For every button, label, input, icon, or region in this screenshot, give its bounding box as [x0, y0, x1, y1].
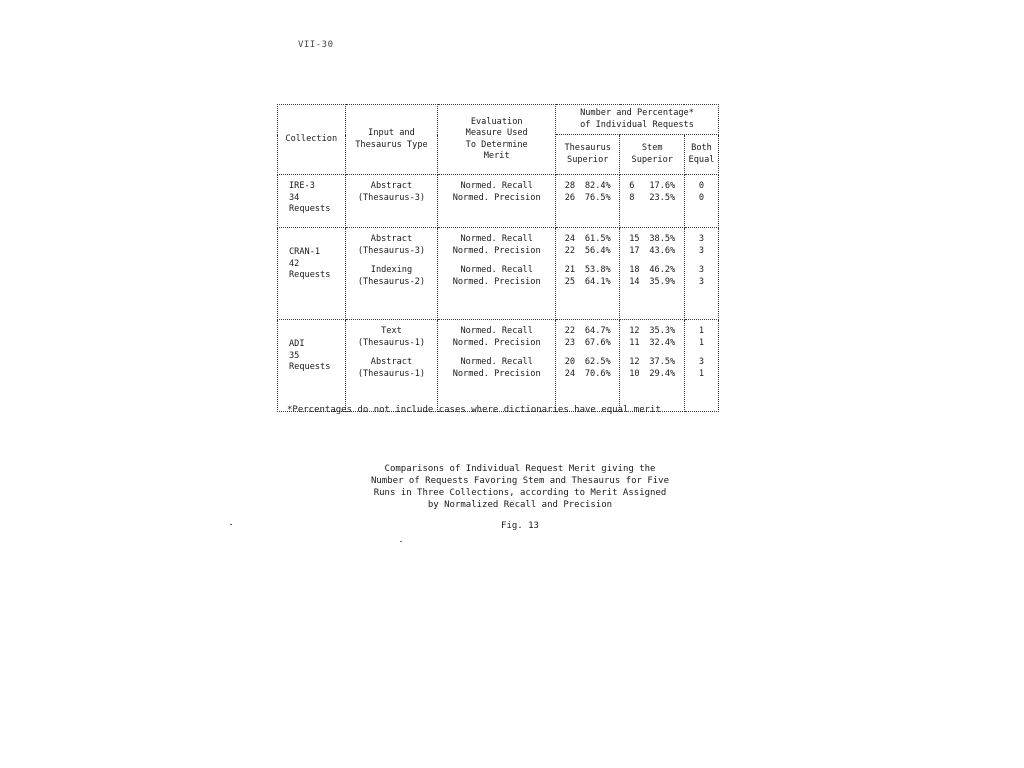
scan-speck [230, 524, 232, 525]
stem-superior-cell: 15 38.5% 17 43.6% 18 46.2% 14 35.9% [620, 228, 685, 320]
thesaurus-superior-cell: 24 61.5% 22 56.4% 21 53.8% 25 64.1% [555, 228, 620, 320]
collection-header: Collection [278, 105, 346, 175]
thesaurus-superior-cell: 28 82.4% 26 76.5% [555, 175, 620, 228]
collection-cell: ADI 35 Requests [278, 320, 346, 412]
measure-cell: Normed. Recall Normed. Precision [438, 175, 556, 228]
input-type-cell: Text (Thesaurus-1) Abstract (Thesaurus-1) [345, 320, 438, 412]
table-footnote: *Percentages do not include cases where dictionaries have equal merit [287, 405, 661, 415]
input-type-cell: Abstract (Thesaurus-3) Indexing (Thesaurus-2) [345, 228, 438, 320]
thesaurus-superior-cell: 22 64.7% 23 67.6% 20 62.5% 24 70.6% [555, 320, 620, 412]
input-type-header: Input and Thesaurus Type [345, 105, 438, 175]
figure-label: Fig. 13 [501, 521, 539, 531]
table-row [278, 175, 719, 228]
collection-cell: IRE-3 34 Requests [278, 175, 346, 228]
stem-superior-header: Stem Superior [620, 135, 685, 175]
table-row [278, 228, 719, 320]
page-number: VII-30 [298, 40, 334, 50]
number-percentage-header: Number and Percentage* of Individual Requests [555, 105, 718, 135]
both-equal-header: Both Equal [684, 135, 718, 175]
collection-cell: CRAN-1 42 Requests [278, 228, 346, 320]
measure-cell: Normed. Recall Normed. Precision Normed. Recall Normed. Precision [438, 320, 556, 412]
evaluation-header: Evaluation Measure Used To Determine Merit [438, 105, 556, 175]
figure-caption: Comparisons of Individual Request Merit giving the Number of Requests Favoring Stem and Thesaurus for Five Runs in Three Collections, according to Merit Assigned by Normalized Recall and Precision [370, 464, 669, 510]
table-row [278, 320, 719, 412]
input-type-cell: Abstract (Thesaurus-3) [345, 175, 438, 228]
thesaurus-superior-header: Thesaurus Superior [555, 135, 620, 175]
both-equal-cell: 1 1 3 1 [684, 320, 718, 412]
measure-cell: Normed. Recall Normed. Precision Normed. Recall Normed. Precision [438, 228, 556, 320]
stem-superior-cell: 12 35.3% 11 32.4% 12 37.5% 10 29.4% [620, 320, 685, 412]
scan-speck [400, 541, 402, 542]
stem-superior-cell: 6 17.6% 8 23.5% [620, 175, 685, 228]
results-table [277, 104, 719, 412]
both-equal-cell: 3 3 3 3 [684, 228, 718, 320]
both-equal-cell: 0 0 [684, 175, 718, 228]
